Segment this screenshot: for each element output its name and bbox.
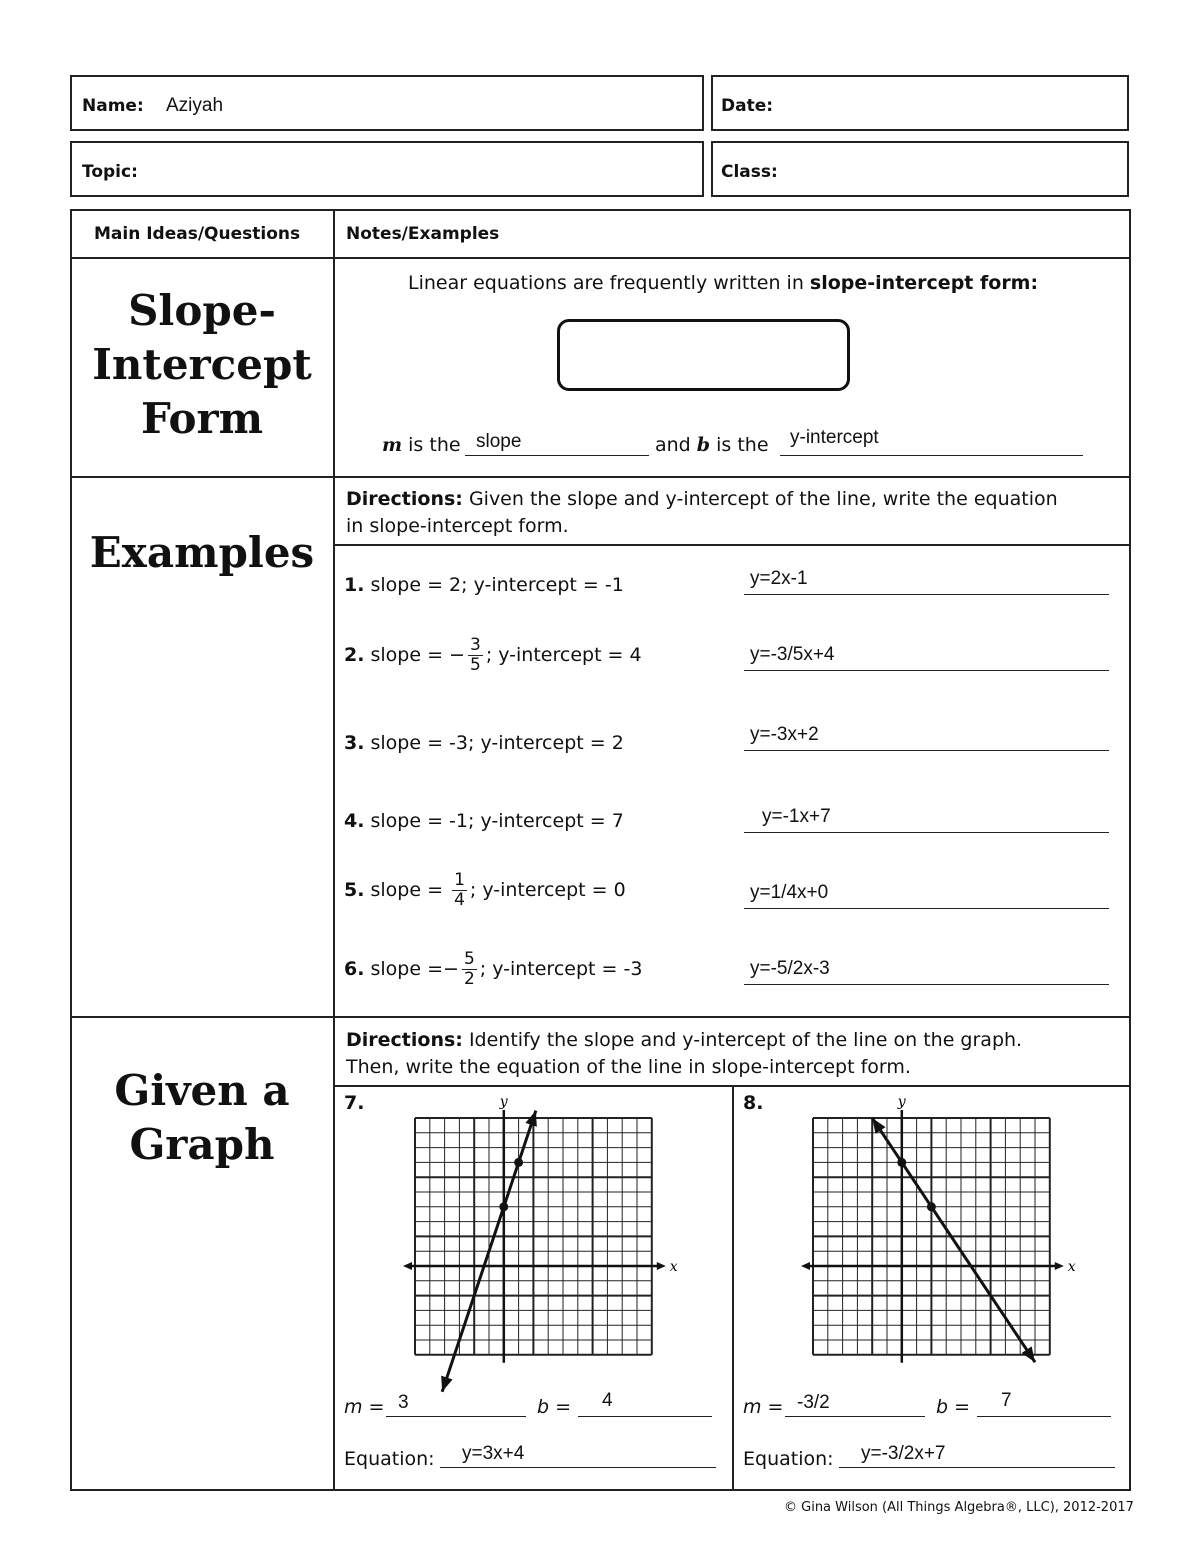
problem-slope-text: slope =− — [370, 958, 459, 980]
col1-header: Main Ideas/Questions — [94, 224, 301, 244]
formula-box[interactable] — [557, 319, 850, 391]
section2-title: Examples — [89, 528, 315, 577]
fraction-denominator: 5 — [469, 655, 481, 675]
y-axis-label: y — [897, 1094, 906, 1110]
section3-title-line2: Graph — [129, 1120, 275, 1169]
problem-intercept-text: y-intercept = 7 — [480, 810, 624, 832]
fraction-numerator: 3 — [469, 635, 481, 655]
graph-number: 7. — [344, 1092, 365, 1114]
slope-answer[interactable]: -3/2 — [797, 1392, 830, 1413]
problem-number: 4. — [344, 810, 365, 832]
equation-answer[interactable]: y=-3/2x+7 — [861, 1443, 946, 1464]
directions2 — [346, 488, 1058, 510]
fraction-denominator: 2 — [463, 969, 475, 989]
col2-header: Notes/Examples — [346, 224, 500, 244]
intercept-label: b = — [537, 1396, 572, 1418]
answer-line — [744, 750, 1109, 751]
m-answer-line — [465, 455, 649, 456]
x-axis-label: x — [1067, 1259, 1076, 1275]
is-the-2: is the — [716, 434, 769, 456]
m-answer[interactable]: slope — [476, 431, 522, 452]
b-answer-line — [780, 455, 1083, 456]
problem-answer[interactable]: y=-3/5x+4 — [750, 644, 835, 665]
topic-box — [70, 141, 704, 197]
problem-number: 6. — [344, 958, 365, 980]
answer-line — [744, 670, 1109, 671]
slope-answer-line — [386, 1416, 526, 1417]
problem-slope-text: slope = − — [370, 644, 465, 666]
fraction-numerator: 5 — [463, 949, 475, 969]
date-box — [711, 75, 1129, 131]
problem-number: 1. — [344, 574, 365, 596]
problem-intercept-text: y-intercept = 2 — [480, 732, 624, 754]
slope-label: m = — [743, 1396, 784, 1418]
problem-slope-text: slope = -1; — [370, 810, 481, 832]
section1-title — [72, 284, 332, 446]
name-field[interactable]: Aziyah — [166, 95, 224, 116]
x-axis-arrow — [657, 1262, 666, 1270]
intercept-answer[interactable]: 7 — [1001, 1390, 1012, 1411]
intercept-answer-line — [977, 1416, 1111, 1417]
intro-bold: slope-intercept form: — [809, 272, 1039, 294]
problem-number: 5. — [344, 879, 365, 901]
class-label: Class: — [721, 162, 778, 182]
problem-intercept-text: y-intercept = -1 — [473, 574, 624, 596]
graph-point — [499, 1202, 508, 1211]
answer-line — [744, 908, 1109, 909]
slope-fraction — [462, 950, 477, 989]
problem-3 — [344, 730, 624, 756]
answer-line — [744, 594, 1109, 595]
directions2-label: Directions: — [346, 488, 463, 510]
equation-answer-line — [440, 1467, 716, 1468]
m-variable: m — [382, 434, 403, 456]
x-axis-arrow — [403, 1262, 412, 1270]
line-arrowhead — [872, 1118, 885, 1134]
problem-intercept-text: ; y-intercept = 0 — [469, 879, 626, 901]
intercept-answer-line — [578, 1416, 712, 1417]
problem-answer[interactable]: y=1/4x+0 — [750, 882, 829, 903]
directions3-line2: Then, write the equation of the line in slope-intercept form. — [346, 1056, 911, 1078]
section1-title-line2: Intercept — [92, 340, 312, 389]
directions3 — [346, 1029, 1022, 1051]
section1-divider — [70, 476, 1131, 478]
slope-answer-line — [785, 1416, 925, 1417]
problem-answer[interactable]: y=-3x+2 — [750, 724, 819, 745]
problem-slope-text: slope = 2; — [370, 574, 474, 596]
fraction-denominator: 4 — [454, 890, 465, 910]
problem-slope-text: slope = — [370, 879, 450, 901]
problem-slope-text: slope = -3; — [370, 732, 481, 754]
directions2-line2: in slope-intercept form. — [346, 515, 569, 537]
x-axis-label: x — [669, 1259, 678, 1275]
problem-6 — [344, 950, 642, 989]
and-text: and — [655, 434, 691, 456]
problem-2 — [344, 636, 642, 675]
column-divider — [333, 209, 335, 1491]
answer-line — [744, 832, 1109, 833]
coordinate-graph — [365, 1094, 678, 1398]
line-arrowhead — [441, 1376, 452, 1392]
x-axis-arrow — [1055, 1262, 1064, 1270]
header-row-divider — [70, 257, 1131, 259]
section1-title-line3: Form — [140, 394, 264, 443]
problem-answer[interactable]: y=-1x+7 — [762, 806, 831, 827]
slope-fraction — [468, 636, 483, 675]
intro-plain: Linear equations are frequently written in — [408, 272, 804, 294]
problem-number: 2. — [344, 644, 365, 666]
section3-title-line1: Given a — [114, 1066, 290, 1115]
directions2-text: Given the slope and y-intercept of the line, write the equation — [468, 488, 1058, 510]
problem-intercept-text: ; y-intercept = 4 — [485, 644, 642, 666]
equation-label: Equation: — [344, 1448, 435, 1470]
graph-divider — [732, 1085, 734, 1491]
problem-4 — [344, 808, 624, 834]
x-axis-arrow — [801, 1262, 810, 1270]
y-axis-label: y — [499, 1094, 508, 1110]
graph-number: 8. — [743, 1092, 764, 1114]
equation-label: Equation: — [743, 1448, 834, 1470]
intercept-label: b = — [936, 1396, 971, 1418]
answer-line — [744, 984, 1109, 985]
b-variable: b — [696, 434, 711, 456]
problem-1 — [344, 572, 624, 598]
b-answer[interactable]: y-intercept — [790, 427, 879, 448]
topic-label: Topic: — [82, 162, 138, 182]
intercept-answer[interactable]: 4 — [602, 1390, 613, 1411]
equation-answer[interactable]: y=3x+4 — [462, 1443, 525, 1464]
section2-divider — [70, 1016, 1131, 1018]
slope-answer[interactable]: 3 — [398, 1392, 409, 1413]
is-the-1: is the — [408, 434, 461, 456]
problem-5 — [344, 871, 626, 910]
fraction-numerator: 1 — [454, 870, 465, 890]
slope-fraction — [452, 871, 467, 910]
graph-point — [514, 1158, 523, 1167]
problem-answer[interactable]: y=2x-1 — [750, 568, 808, 589]
directions2-divider — [333, 544, 1131, 546]
directions3-text: Identify the slope and y-intercept of the line on the graph. — [468, 1029, 1023, 1051]
date-label: Date: — [721, 96, 774, 116]
directions3-label: Directions: — [346, 1029, 463, 1051]
graph-point — [897, 1158, 906, 1167]
definition-line — [382, 434, 461, 456]
name-label: Name: — [82, 96, 144, 116]
section1-title-line1: Slope- — [128, 286, 276, 335]
section3-title — [72, 1064, 332, 1172]
slope-label: m = — [344, 1396, 385, 1418]
problem-intercept-text: ; y-intercept = -3 — [479, 958, 643, 980]
problem-answer[interactable]: y=-5/2x-3 — [750, 958, 830, 979]
copyright-footer: © Gina Wilson (All Things Algebra®, LLC), 2012-2017 — [784, 1500, 1134, 1515]
graph-point — [927, 1202, 936, 1211]
coordinate-graph — [763, 1094, 1076, 1398]
equation-answer-line — [839, 1467, 1115, 1468]
problem-number: 3. — [344, 732, 365, 754]
b-definition — [655, 434, 769, 456]
intro-text — [408, 272, 1038, 294]
line-arrowhead — [1022, 1346, 1035, 1362]
